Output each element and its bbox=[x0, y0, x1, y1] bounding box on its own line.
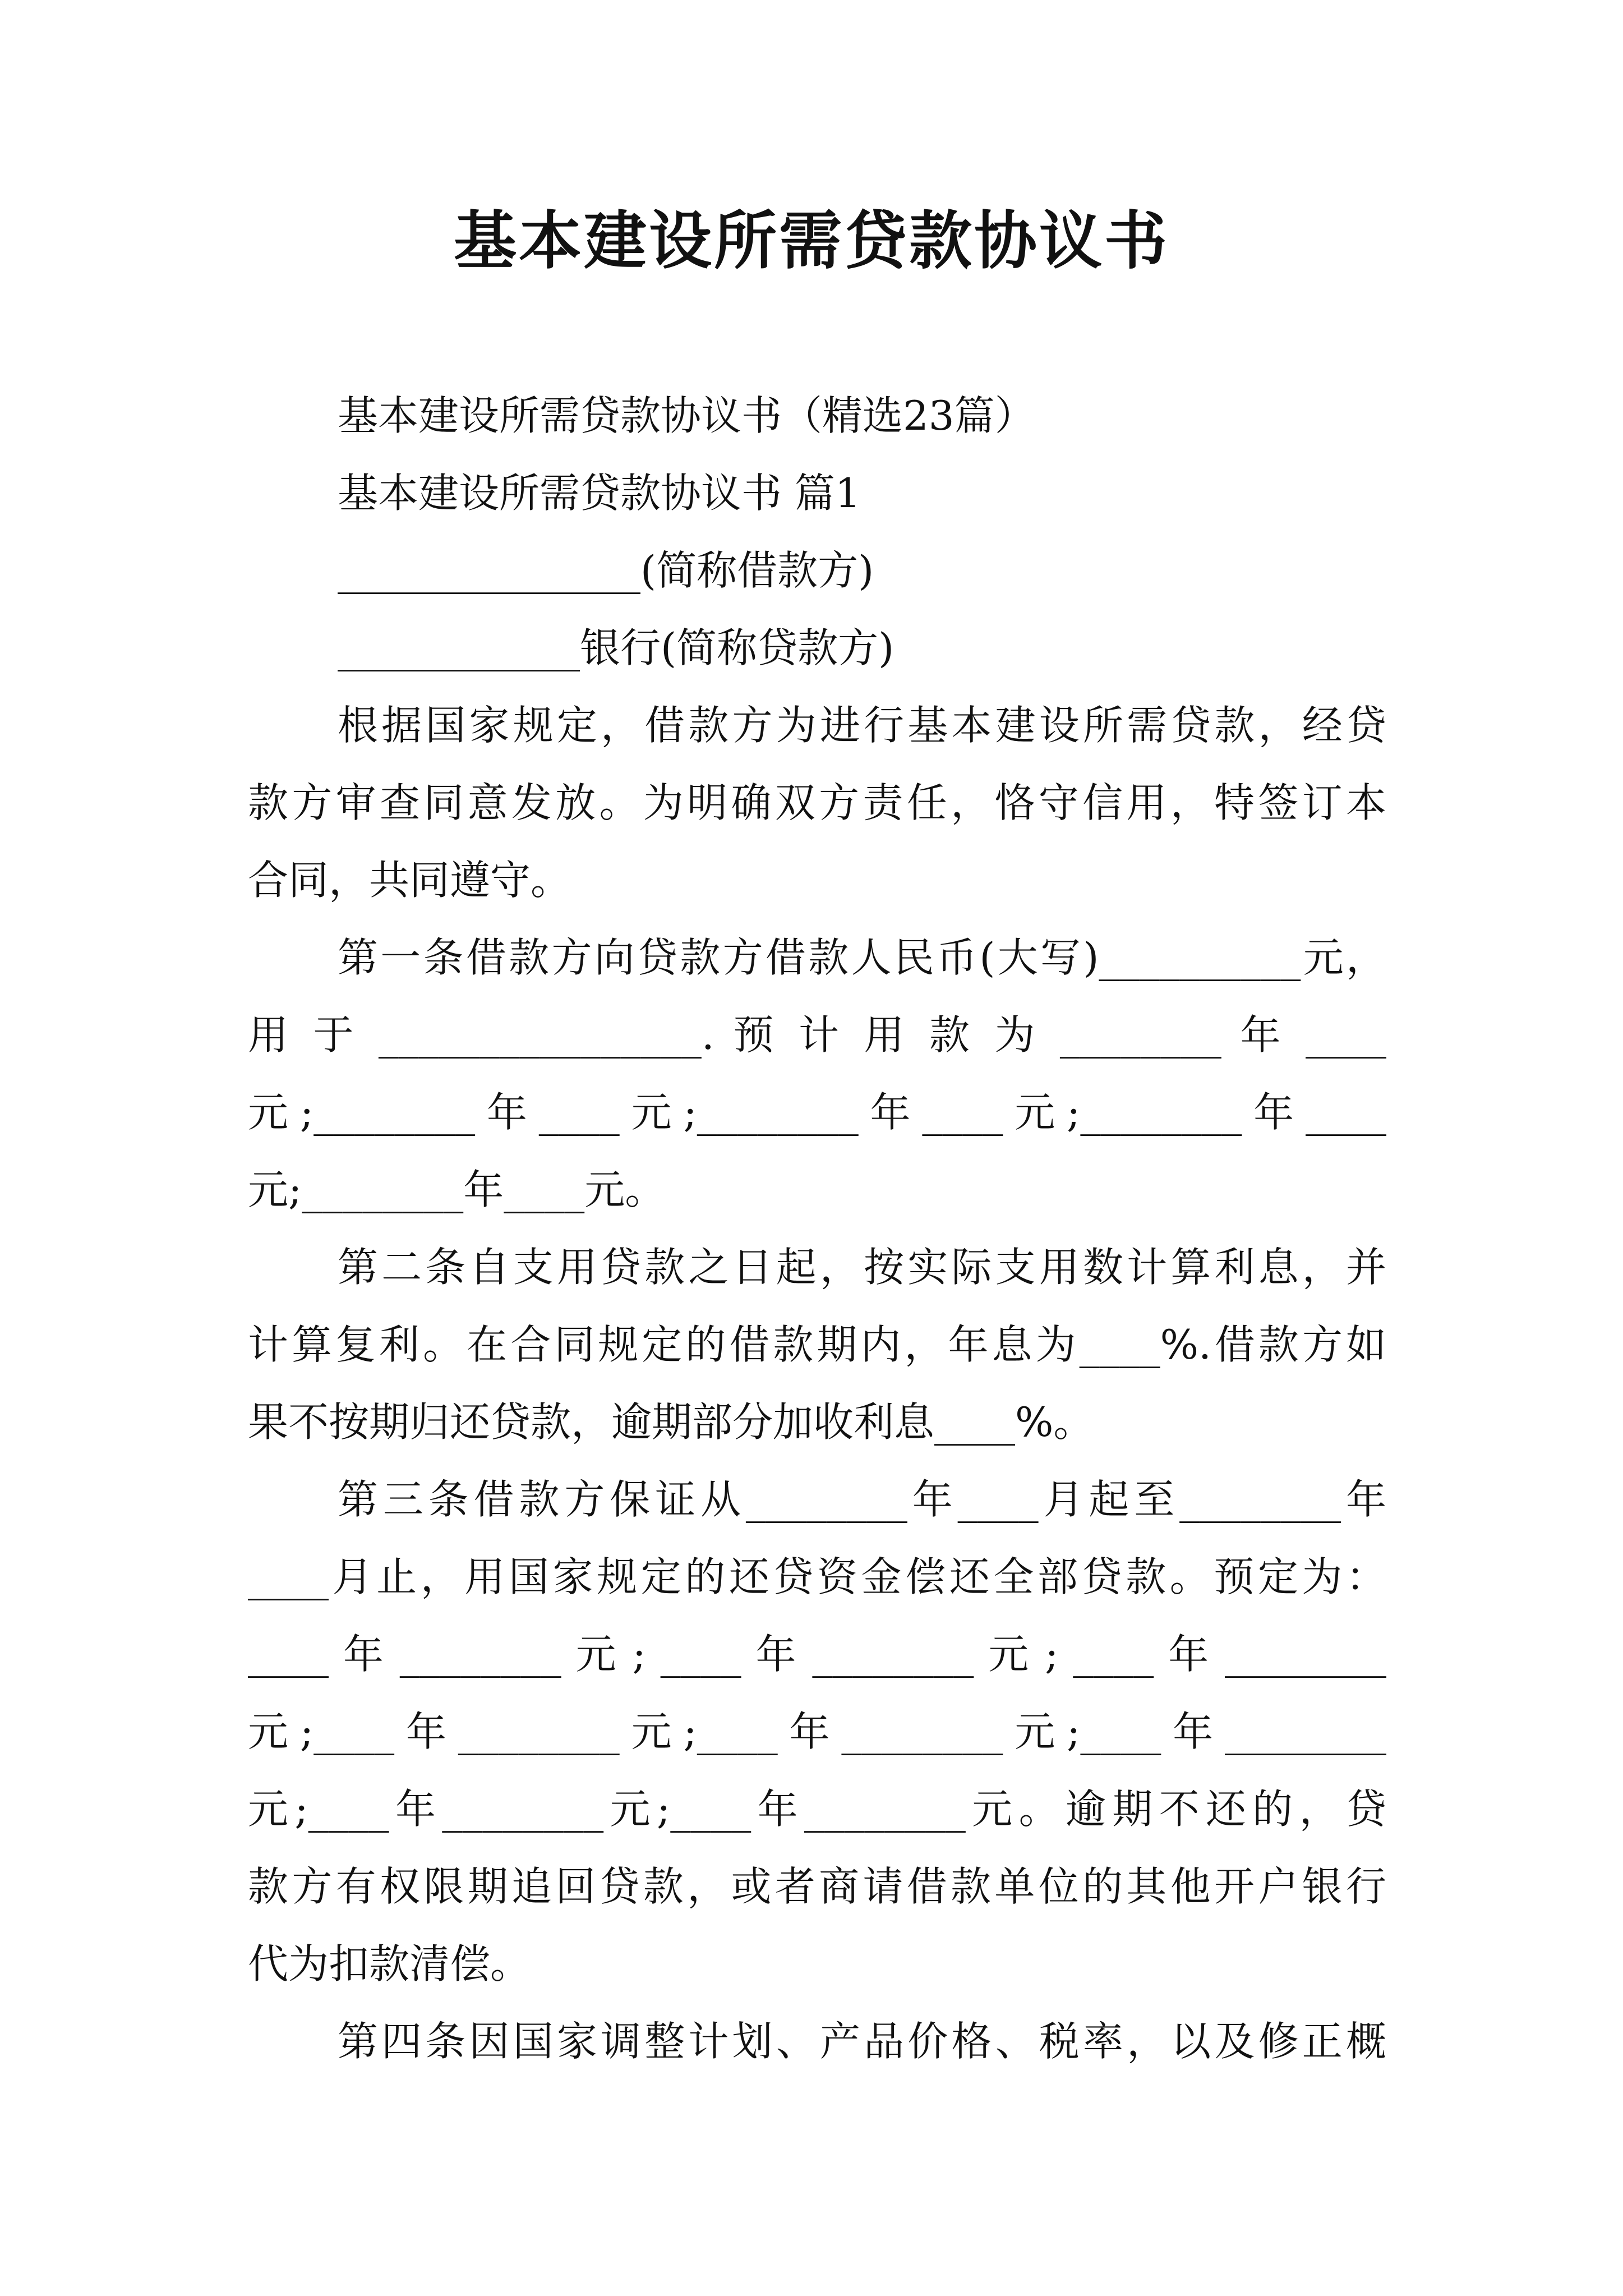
text-line: 计算复利。在合同规定的借款期内，年息为____%.借款方如 bbox=[248, 1321, 1386, 1368]
document-title: 基本建设所需贷款协议书 bbox=[454, 204, 1169, 278]
text-line: ____月止，用国家规定的还贷资金偿还全部贷款。预定为： bbox=[248, 1553, 1386, 1600]
text-line: _______________(简称借款方) bbox=[338, 547, 874, 594]
text-line: 款方审查同意发放。为明确双方责任，恪守信用，特签订本 bbox=[248, 779, 1386, 826]
text-line: 元;________年____元。 bbox=[248, 1166, 666, 1213]
text-line: 基本建设所需贷款协议书（精选23篇） bbox=[338, 392, 1035, 439]
text-line: ____________银行(简称贷款方) bbox=[338, 624, 895, 671]
text-line: 基本建设所需贷款协议书 篇1 bbox=[338, 470, 861, 517]
text-line: 元;____年________元;____年________元。逾期不还的，贷 bbox=[248, 1786, 1386, 1833]
text-line: 合同，共同遵守。 bbox=[248, 857, 571, 904]
text-line: 用 于 ________________. 预 计 用 款 为 ________ 年 ____ bbox=[248, 1011, 1386, 1059]
text-line: 根据国家规定，借款方为进行基本建设所需贷款，经贷 bbox=[338, 702, 1386, 749]
text-line: 第四条因国家调整计划、产品价格、税率，以及修正概 bbox=[338, 2018, 1386, 2065]
text-line: 第二条自支用贷款之日起，按实际支用数计算利息，并 bbox=[338, 1244, 1386, 1291]
text-line: 第三条借款方保证从________年____月起至________年 bbox=[338, 1476, 1386, 1523]
text-line: 果不按期归还贷款，逾期部分加收利息____%。 bbox=[248, 1398, 1094, 1446]
document-body bbox=[248, 377, 1386, 2080]
text-line: 元;________年____元;________年____元;________年____ bbox=[248, 1089, 1386, 1136]
text-line: 代为扣款清偿。 bbox=[248, 1940, 531, 1987]
text-line: 元;____年________元;____年________元;____年________ bbox=[248, 1708, 1386, 1755]
text-line: 第一条借款方向贷款方借款人民币(大写)__________元， bbox=[338, 934, 1386, 981]
text-line: 款方有权限期追回贷款，或者商请借款单位的其他开户银行 bbox=[248, 1863, 1386, 1910]
text-line: ____ 年 ________ 元 ; ____ 年 ________ 元 ; ____ 年 ________ bbox=[248, 1631, 1386, 1678]
